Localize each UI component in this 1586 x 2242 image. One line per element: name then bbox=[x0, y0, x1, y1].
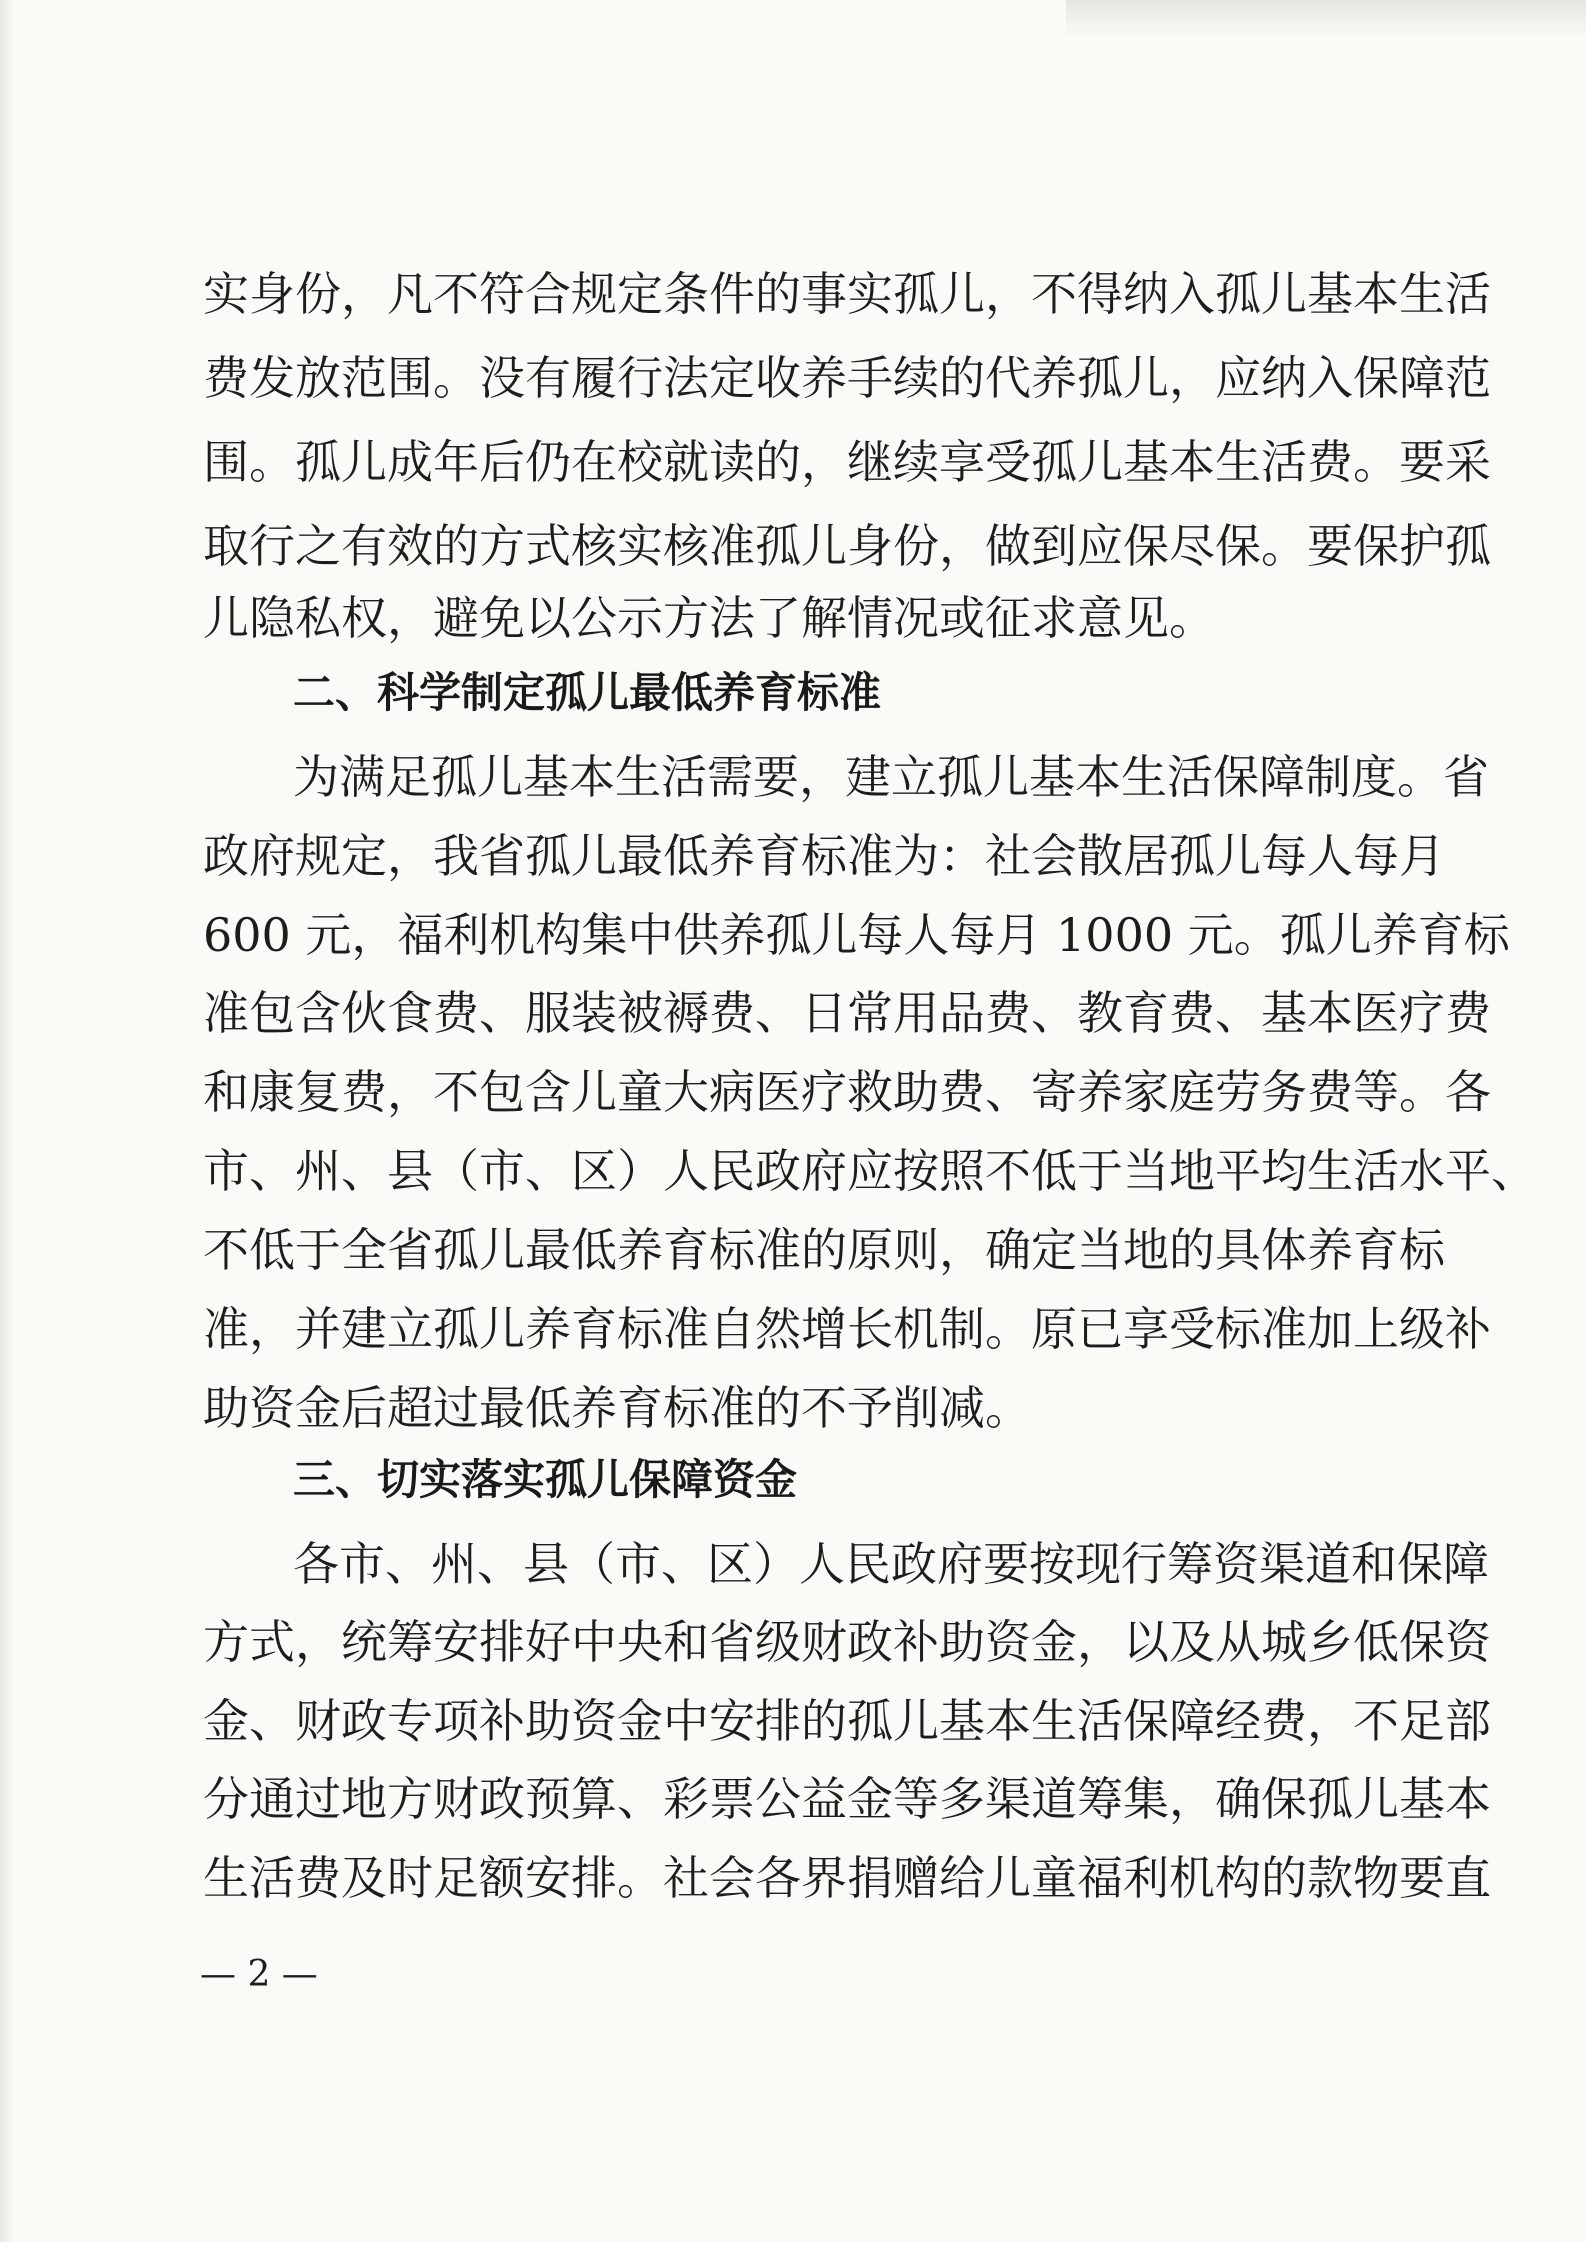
section2-line-5: 和康复费，不包含儿童大病医疗救助费、寄养家庭劳务费等。各 bbox=[203, 1065, 1491, 1119]
section3-line-1: 各市、州、县（市、区）人民政府要按现行筹资渠道和保障 bbox=[293, 1537, 1489, 1591]
section2-line-1: 为满足孤儿基本生活需要，建立孤儿基本生活保障制度。省 bbox=[293, 750, 1489, 804]
section3-line-2: 方式，统筹安排好中央和省级财政补助资金，以及从城乡低保资 bbox=[203, 1615, 1491, 1669]
section3-line-3: 金、财政专项补助资金中安排的孤儿基本生活保障经费，不足部 bbox=[203, 1694, 1491, 1748]
paragraph1-line-4: 取行之有效的方式核实核准孤儿身份，做到应保尽保。要保护孤 bbox=[203, 519, 1491, 573]
section2-line-2: 政府规定，我省孤儿最低养育标准为：社会散居孤儿每人每月 bbox=[203, 829, 1445, 883]
section2-line-8: 准，并建立孤儿养育标准自然增长机制。原已享受标准加上级补 bbox=[203, 1302, 1491, 1356]
section3-heading: 三、切实落实孤儿保障资金 bbox=[293, 1455, 798, 1504]
section2-heading: 二、科学制定孤儿最低养育标准 bbox=[293, 668, 882, 717]
page-number: — 2 — bbox=[200, 1954, 318, 1995]
section2-line-3: 600 元，福利机构集中供养孤儿每人每月 1000 元。孤儿养育标 bbox=[203, 908, 1510, 962]
section2-line-9: 助资金后超过最低养育标准的不予削减。 bbox=[203, 1381, 1031, 1435]
paragraph1-line-2: 费发放范围。没有履行法定收养手续的代养孤儿，应纳入保障范 bbox=[203, 351, 1491, 405]
paragraph1-line-5: 儿隐私权，避免以公示方法了解情况或征求意见。 bbox=[203, 591, 1215, 645]
paragraph1-line-1: 实身份，凡不符合规定条件的事实孤儿，不得纳入孤儿基本生活 bbox=[203, 267, 1491, 321]
page-left-edge bbox=[0, 0, 14, 2242]
page-corner-shadow bbox=[1066, 0, 1586, 40]
section3-line-5: 生活费及时足额安排。社会各界捐赠给儿童福利机构的款物要直 bbox=[203, 1851, 1491, 1905]
section2-line-7: 不低于全省孤儿最低养育标准的原则，确定当地的具体养育标 bbox=[203, 1223, 1445, 1277]
section2-line-4: 准包含伙食费、服装被褥费、日常用品费、教育费、基本医疗费 bbox=[203, 986, 1491, 1040]
section3-line-4: 分通过地方财政预算、彩票公益金等多渠道筹集，确保孤儿基本 bbox=[203, 1772, 1491, 1826]
paragraph1-line-3: 围。孤儿成年后仍在校就读的，继续享受孤儿基本生活费。要采 bbox=[203, 435, 1491, 489]
section2-line-6: 市、州、县（市、区）人民政府应按照不低于当地平均生活水平、 bbox=[203, 1144, 1537, 1198]
